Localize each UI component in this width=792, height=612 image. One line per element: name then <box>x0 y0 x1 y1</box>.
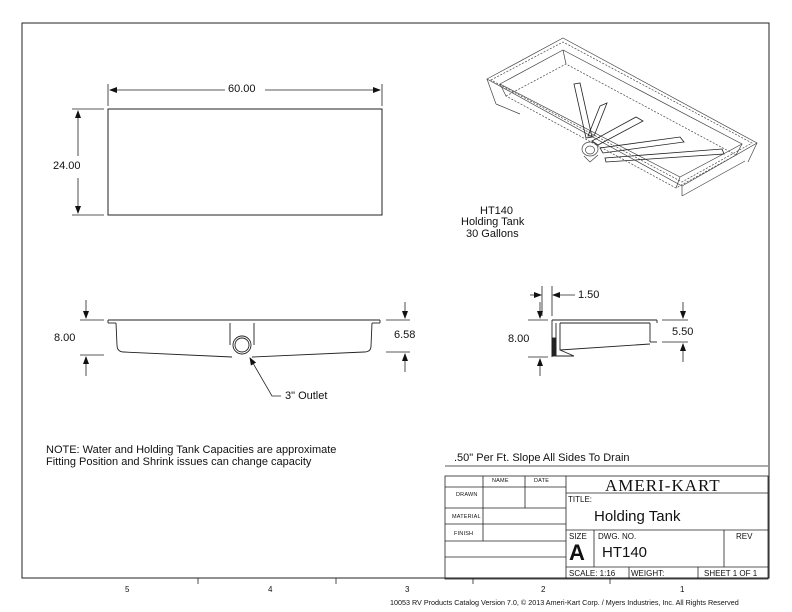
front-view <box>108 320 380 357</box>
zone-number: 5 <box>125 585 130 594</box>
isometric-view <box>487 38 757 196</box>
size-label: SIZE <box>569 532 587 541</box>
row-finish-label: FINISH <box>454 531 474 537</box>
outlet-label: 3" Outlet <box>285 390 328 402</box>
dwg-no-label: DWG. NO. <box>598 532 637 541</box>
company-name: AMERI-KART <box>605 476 721 495</box>
part-capacity-label: 30 Gallons <box>466 228 519 240</box>
top-view-outline <box>108 109 382 215</box>
side-dim-5-50: 5.50 <box>672 326 694 338</box>
zone-number: 1 <box>680 585 685 594</box>
col-name-header: NAME <box>492 478 509 484</box>
weight-label: WEIGHT: <box>631 569 665 578</box>
dwg-no-value: HT140 <box>602 544 648 561</box>
scale-label: SCALE: 1:16 <box>569 569 616 578</box>
rev-label: REV <box>736 532 753 541</box>
row-material-label: MATERIAL <box>452 514 481 520</box>
row-drawn-label: DRAWN <box>456 492 478 498</box>
footer-copyright: 10053 RV Products Catalog Version 7.0, © 2013 Ameri-Kart Corp. / Myers Industries, Inc. All Rights Reserved <box>390 598 739 607</box>
note-line-1: NOTE: Water and Holding Tank Capacities are approximate <box>46 444 337 456</box>
slope-note: .50" Per Ft. Slope All Sides To Drain <box>454 452 630 464</box>
zone-number: 4 <box>268 585 273 594</box>
side-view <box>552 320 657 357</box>
side-dim-8: 8.00 <box>508 333 530 345</box>
front-dim-8: 8.00 <box>54 332 76 344</box>
col-date-header: DATE <box>534 478 550 484</box>
part-number-label: HT140 <box>480 205 514 217</box>
front-dim-6-58: 6.58 <box>394 329 416 341</box>
drawing-title: Holding Tank <box>594 508 681 525</box>
dim-width-60: 60.00 <box>228 83 256 95</box>
part-name-label: Holding Tank <box>461 216 525 228</box>
title-label: TITLE: <box>568 495 593 504</box>
dim-height-24: 24.00 <box>53 160 81 172</box>
zone-number: 2 <box>541 585 546 594</box>
side-dim-1-50: 1.50 <box>578 289 600 301</box>
front-dim-lines <box>80 300 410 396</box>
size-value: A <box>569 540 585 565</box>
sheet-label: SHEET 1 OF 1 <box>704 569 758 578</box>
note-line-2: Fitting Position and Shrink issues can change capacity <box>46 456 312 468</box>
zone-number: 3 <box>405 585 410 594</box>
